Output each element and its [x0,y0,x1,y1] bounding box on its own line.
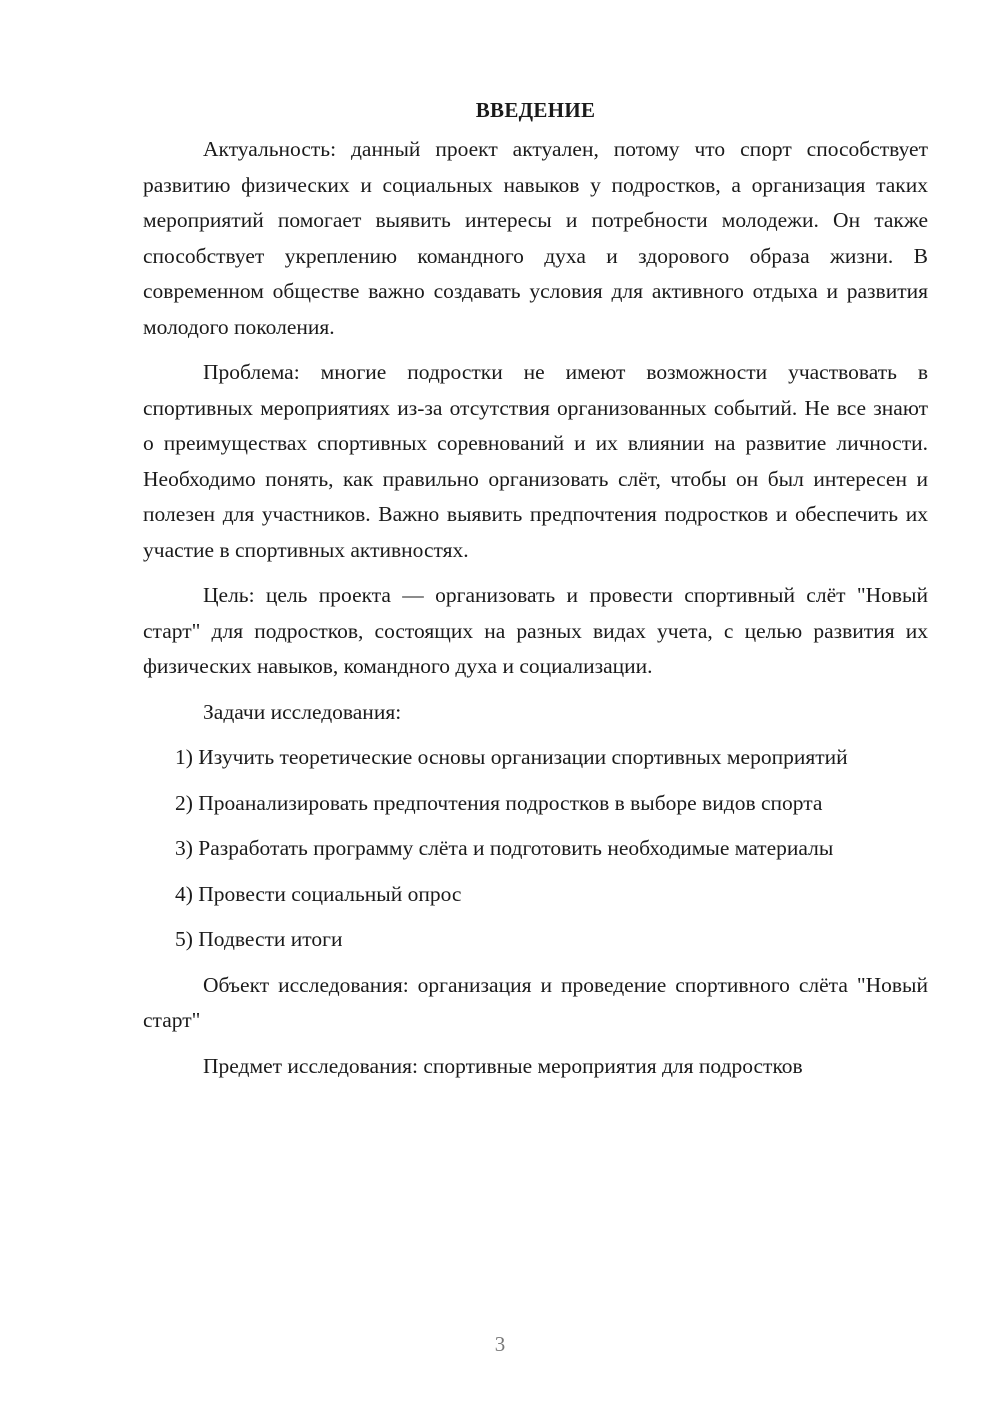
task-item-2: 2) Проанализировать предпочтения подростков в выборе видов спорта [175,790,823,815]
paragraph-problem: Проблема: многие подростки не имеют возможности участвовать в спортивных мероприятиях из-за отсутствия организованных событий. Не все знают о преимуществах спортивных соревнований и их влиянии на развитие личности. Необходимо понять, как правильно организовать слёт, чтобы он был интересен и полезен для участников. Важно выявить предпочтения подростков и обеспечить их участие в спортивных активностях. [143,360,928,562]
paragraph-object: Объект исследования: организация и проведение спортивного слёта "Новый старт" [143,972,928,1032]
page-number: 3 [494,1332,506,1356]
tasks-heading: Задачи исследования: [203,699,402,724]
paragraph-relevance: Актуальность: данный проект актуален, потому что спорт способствует развитию физических и социальных навыков у подростков, а организация таких мероприятий помогает выявить интересы и потребности молодежи. Он также способствует укреплению командного духа и здорового образа жизни. В современном обществе важно создавать условия для активного отдыха и развития молодого поколения. [143,137,928,339]
document-page [143,90,928,1094]
task-item-5: 5) Подвести итоги [175,927,343,951]
task-item-4: 4) Провести социальный опрос [175,881,462,906]
task-item-3: 3) Разработать программу слёта и подготовить необходимые материалы [175,836,834,860]
paragraph-subject: Предмет исследования: спортивные мероприятия для подростков [203,1053,803,1078]
section-title: ВВЕДЕНИЕ [475,98,596,122]
task-item-1: 1) Изучить теоретические основы организации спортивных мероприятий [175,745,848,769]
paragraph-goal: Цель: цель проекта — организовать и провести спортивный слёт "Новый старт" для подростков, состоящих на разных видах учета, с целью развития их физических навыков, командного духа и социализации. [143,583,928,678]
